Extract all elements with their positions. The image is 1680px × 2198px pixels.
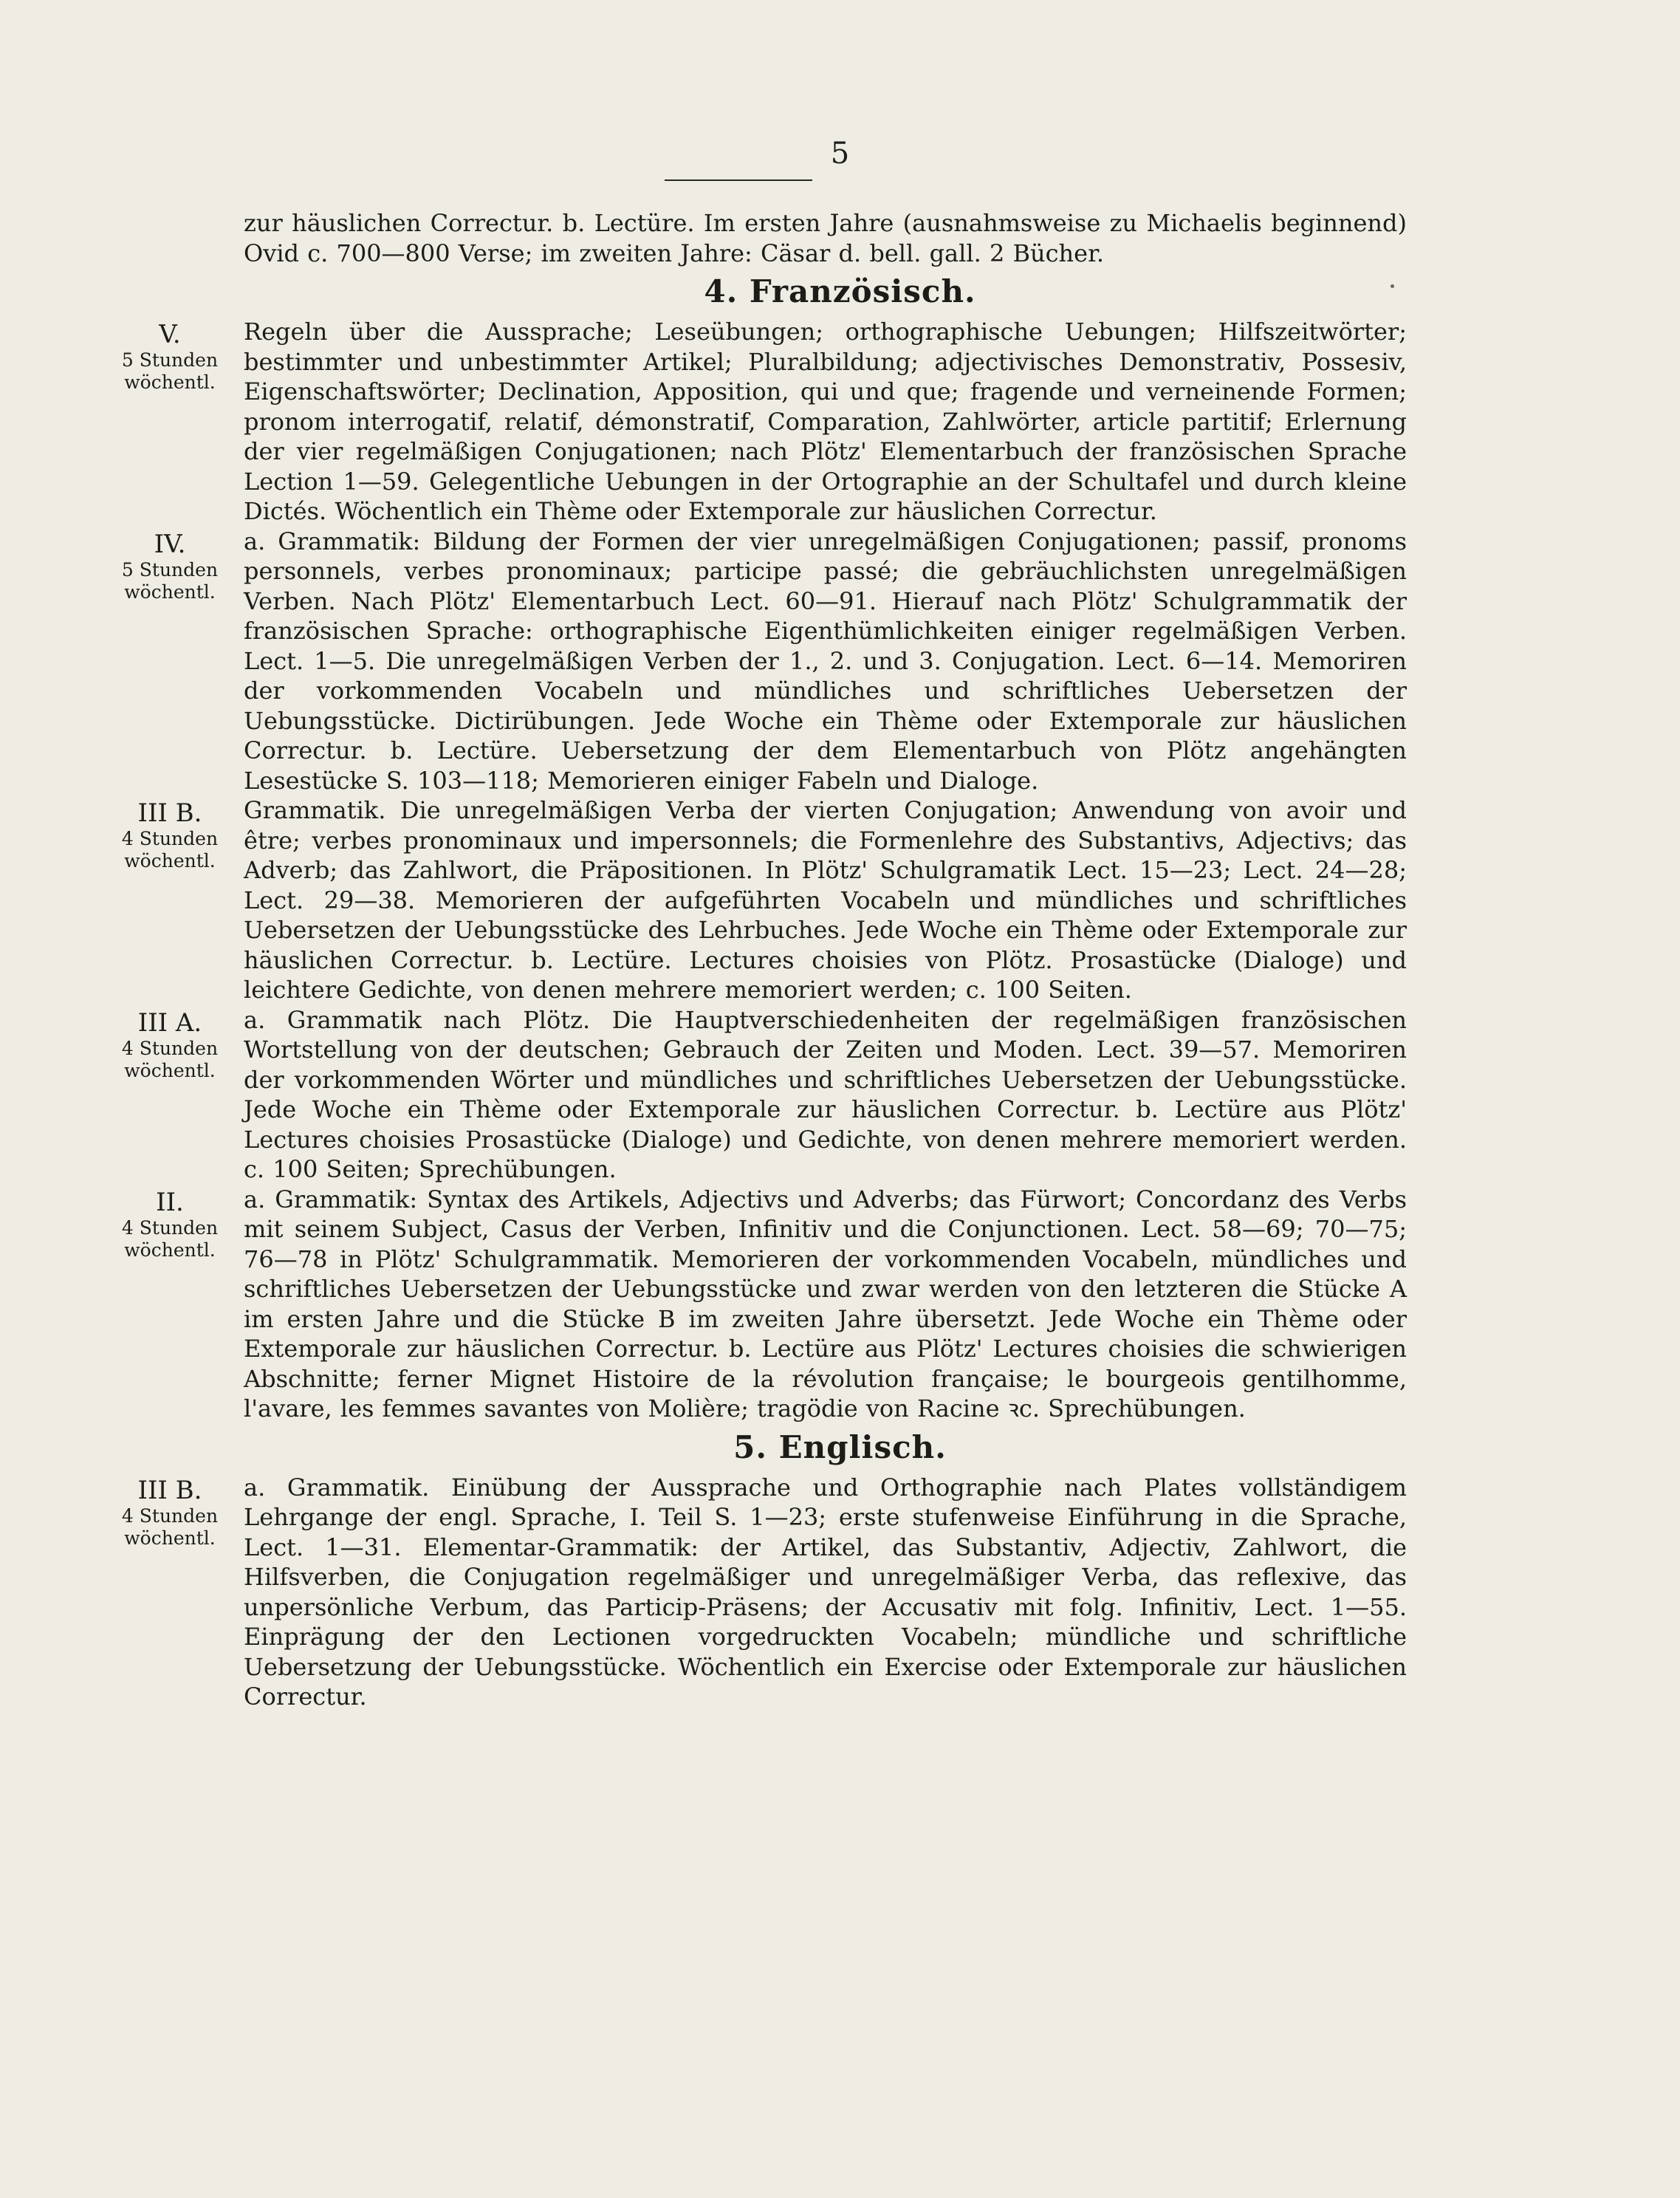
class-label	[103, 1188, 236, 1261]
class-hours: 4 Stunden wöchentl.	[121, 1216, 219, 1261]
french-entry-iv	[0, 527, 1680, 796]
class-hours: 5 Stunden wöchentl.	[121, 558, 219, 603]
class-name: III A.	[137, 1007, 202, 1038]
french-entry-iii-b	[0, 795, 1680, 1005]
class-hours: 4 Stunden wöchentl.	[121, 1037, 219, 1081]
section-heading-english: 5. Englisch.	[733, 1428, 947, 1465]
english-entry-iii-b	[0, 1473, 1680, 1712]
class-label	[103, 320, 236, 394]
page-content	[0, 208, 1680, 1712]
french-entry-v	[0, 317, 1680, 527]
class-label	[103, 530, 236, 603]
page-number: 5	[830, 137, 850, 171]
entry-text: a. Grammatik. Einübung der Aussprache und Orthographie nach Plates vollständigem Lehrgange der engl. Sprache, I. Teil S. 1—23; erste stufenweise Einführung in die Sprache, Lect. 1—31. Elementar-Grammatik: der Artikel, das Substantiv, Adjectiv, Zahlwort, die Hilfsverben, die Conjugation regelmäßiger und unregelmäßiger Verba, das reflexive, das unpersönliche Verbum, das Particip-Präsens; der Accusativ mit folg. Infinitiv, Lect. 1—55. Einprägung der den Lectionen vorgedruckten Vocabeln; mündliche und schriftliche Uebersetzung der Uebungsstücke. Wöchentlich ein Exercise oder Extemporale zur häuslichen Correctur.	[244, 1473, 1407, 1711]
class-name: V.	[159, 320, 181, 349]
class-label	[103, 1476, 236, 1550]
entry-text: a. Grammatik: Bildung der Formen der vier unregelmäßigen Conjugationen; passif, pronoms personnels, verbes pronominaux; participe passé; die gebräuchlichsten unregelmäßigen Verben. Nach Plötz' Elementarbuch Lect. 60—91. Hierauf nach Plötz' Schulgrammatik der französischen Sprache: orthographische Eigenthümlichkeiten einiger regelmäßigen Verben. Lect. 1—5. Die unregelmäßigen Verben der 1., 2. und 3. Conjugation. Lect. 6—14. Memoriren der vorkommenden Vocabeln und mündliches und schriftliches Uebersetzen der Uebungsstücke. Dictirübungen. Jede Woche ein Thème oder Extemporale zur häuslichen Correctur. b. Lectüre. Uebersetzung der dem Elementarbuch von Plötz angehängten Lesestücke S. 103—118; Memorieren einiger Fabeln und Dialoge.	[244, 527, 1407, 795]
page-number-rule	[665, 179, 812, 181]
class-label	[103, 798, 236, 872]
entry-text: Regeln über die Aussprache; Leseübungen; orthographische Uebungen; Hilfszeitwörter; bestimmter und unbestimmter Artikel; Pluralbildung; adjectivisches Demonstrativ, Possesiv, Eigenschaftswörter; Declination, Apposition, qui und que; fragende und verneinende Formen; pronom interrogatif, relatif, démonstratif, Comparation, Zahlwörter, article partitif; Erlernung der vier regelmäßigen Conjugationen; nach Plötz' Elementarbuch der französischen Sprache Lection 1—59. Gelegentliche Uebungen in der Ortographie an der Schultafel und durch kleine Dictés. Wöchentlich ein Thème oder Extemporale zur häuslichen Correctur.	[244, 318, 1407, 525]
class-label	[103, 1008, 236, 1082]
class-hours: 5 Stunden wöchentl.	[121, 349, 219, 393]
class-name: III B.	[137, 798, 202, 828]
french-entry-iii-a	[0, 1005, 1680, 1185]
class-hours: 4 Stunden wöchentl.	[121, 1504, 219, 1549]
class-hours: 4 Stunden wöchentl.	[121, 828, 219, 872]
entry-text: a. Grammatik: Syntax des Artikels, Adjectivs und Adverbs; das Fürwort; Concordanz des Verbs mit seinem Subject, Casus der Verben, Infinitiv und die Conjunctionen. Lect. 58—69; 70—75; 76—78 in Plötz' Schulgrammatik. Memorieren der vorkommenden Vocabeln, mündliches und schriftliches Uebersetzen der Uebungsstücke und zwar werden von den letzteren die Stücke A im ersten Jahre und die Stücke B im zweiten Jahre übersetzt. Jede Woche ein Thème oder Extemporale zur häuslichen Correctur. b. Lectüre aus Plötz' Lectures choisies die schwierigen Abschnitte; ferner Mignet Histoire de la révolution française; le bourgeois gentilhomme, l'avare, les femmes savantes von Molière; tragödie von Racine ꝛc. Sprechübungen.	[244, 1185, 1407, 1422]
class-name: III B.	[137, 1475, 202, 1505]
section-heading-french: 4. Französisch.	[704, 273, 976, 309]
intro-paragraph	[0, 208, 1680, 268]
class-name: IV.	[154, 529, 186, 559]
entry-text: Grammatik. Die unregelmäßigen Verba der vierten Conjugation; Anwendung von avoir und être; verbes pronominaux und impersonnels; die Formenlehre des Substantivs, Adjectivs; das Adverb; das Zahlwort, die Präpositionen. In Plötz' Schulgramatik Lect. 15—23; Lect. 24—28; Lect. 29—38. Memorieren der aufgeführten Vocabeln und mündliches und schriftliches Uebersetzen der Uebungsstücke des Lehrbuches. Jede Woche ein Thème oder Extemporale zur häuslichen Correctur. b. Lectüre. Lectures choisies von Plötz. Prosastücke (Dialoge) und leichtere Gedichte, von denen mehrere memoriert werden; c. 100 Seiten.	[244, 796, 1407, 1004]
french-entry-ii	[0, 1185, 1680, 1424]
entry-text: a. Grammatik nach Plötz. Die Hauptverschiedenheiten der regelmäßigen französischen Wortstellung von der deutschen; Gebrauch der Zeiten und Moden. Lect. 39—57. Memoriren der vorkommenden Wörter und mündliches und schriftliches Uebersetzen der Uebungsstücke. Jede Woche ein Thème oder Extemporale zur häuslichen Correctur. b. Lectüre aus Plötz' Lectures choisies Prosastücke (Dialoge) und Gedichte, von denen mehrere memoriert werden. c. 100 Seiten; Sprechübungen.	[244, 1005, 1407, 1183]
intro-text: zur häuslichen Correctur. b. Lectüre. Im ersten Jahre (ausnahmsweise zu Michaelis beginnend) Ovid c. 700—800 Verse; im zweiten Jahre: Cäsar d. bell. gall. 2 Bücher.	[244, 209, 1407, 267]
class-name: II.	[156, 1187, 184, 1217]
